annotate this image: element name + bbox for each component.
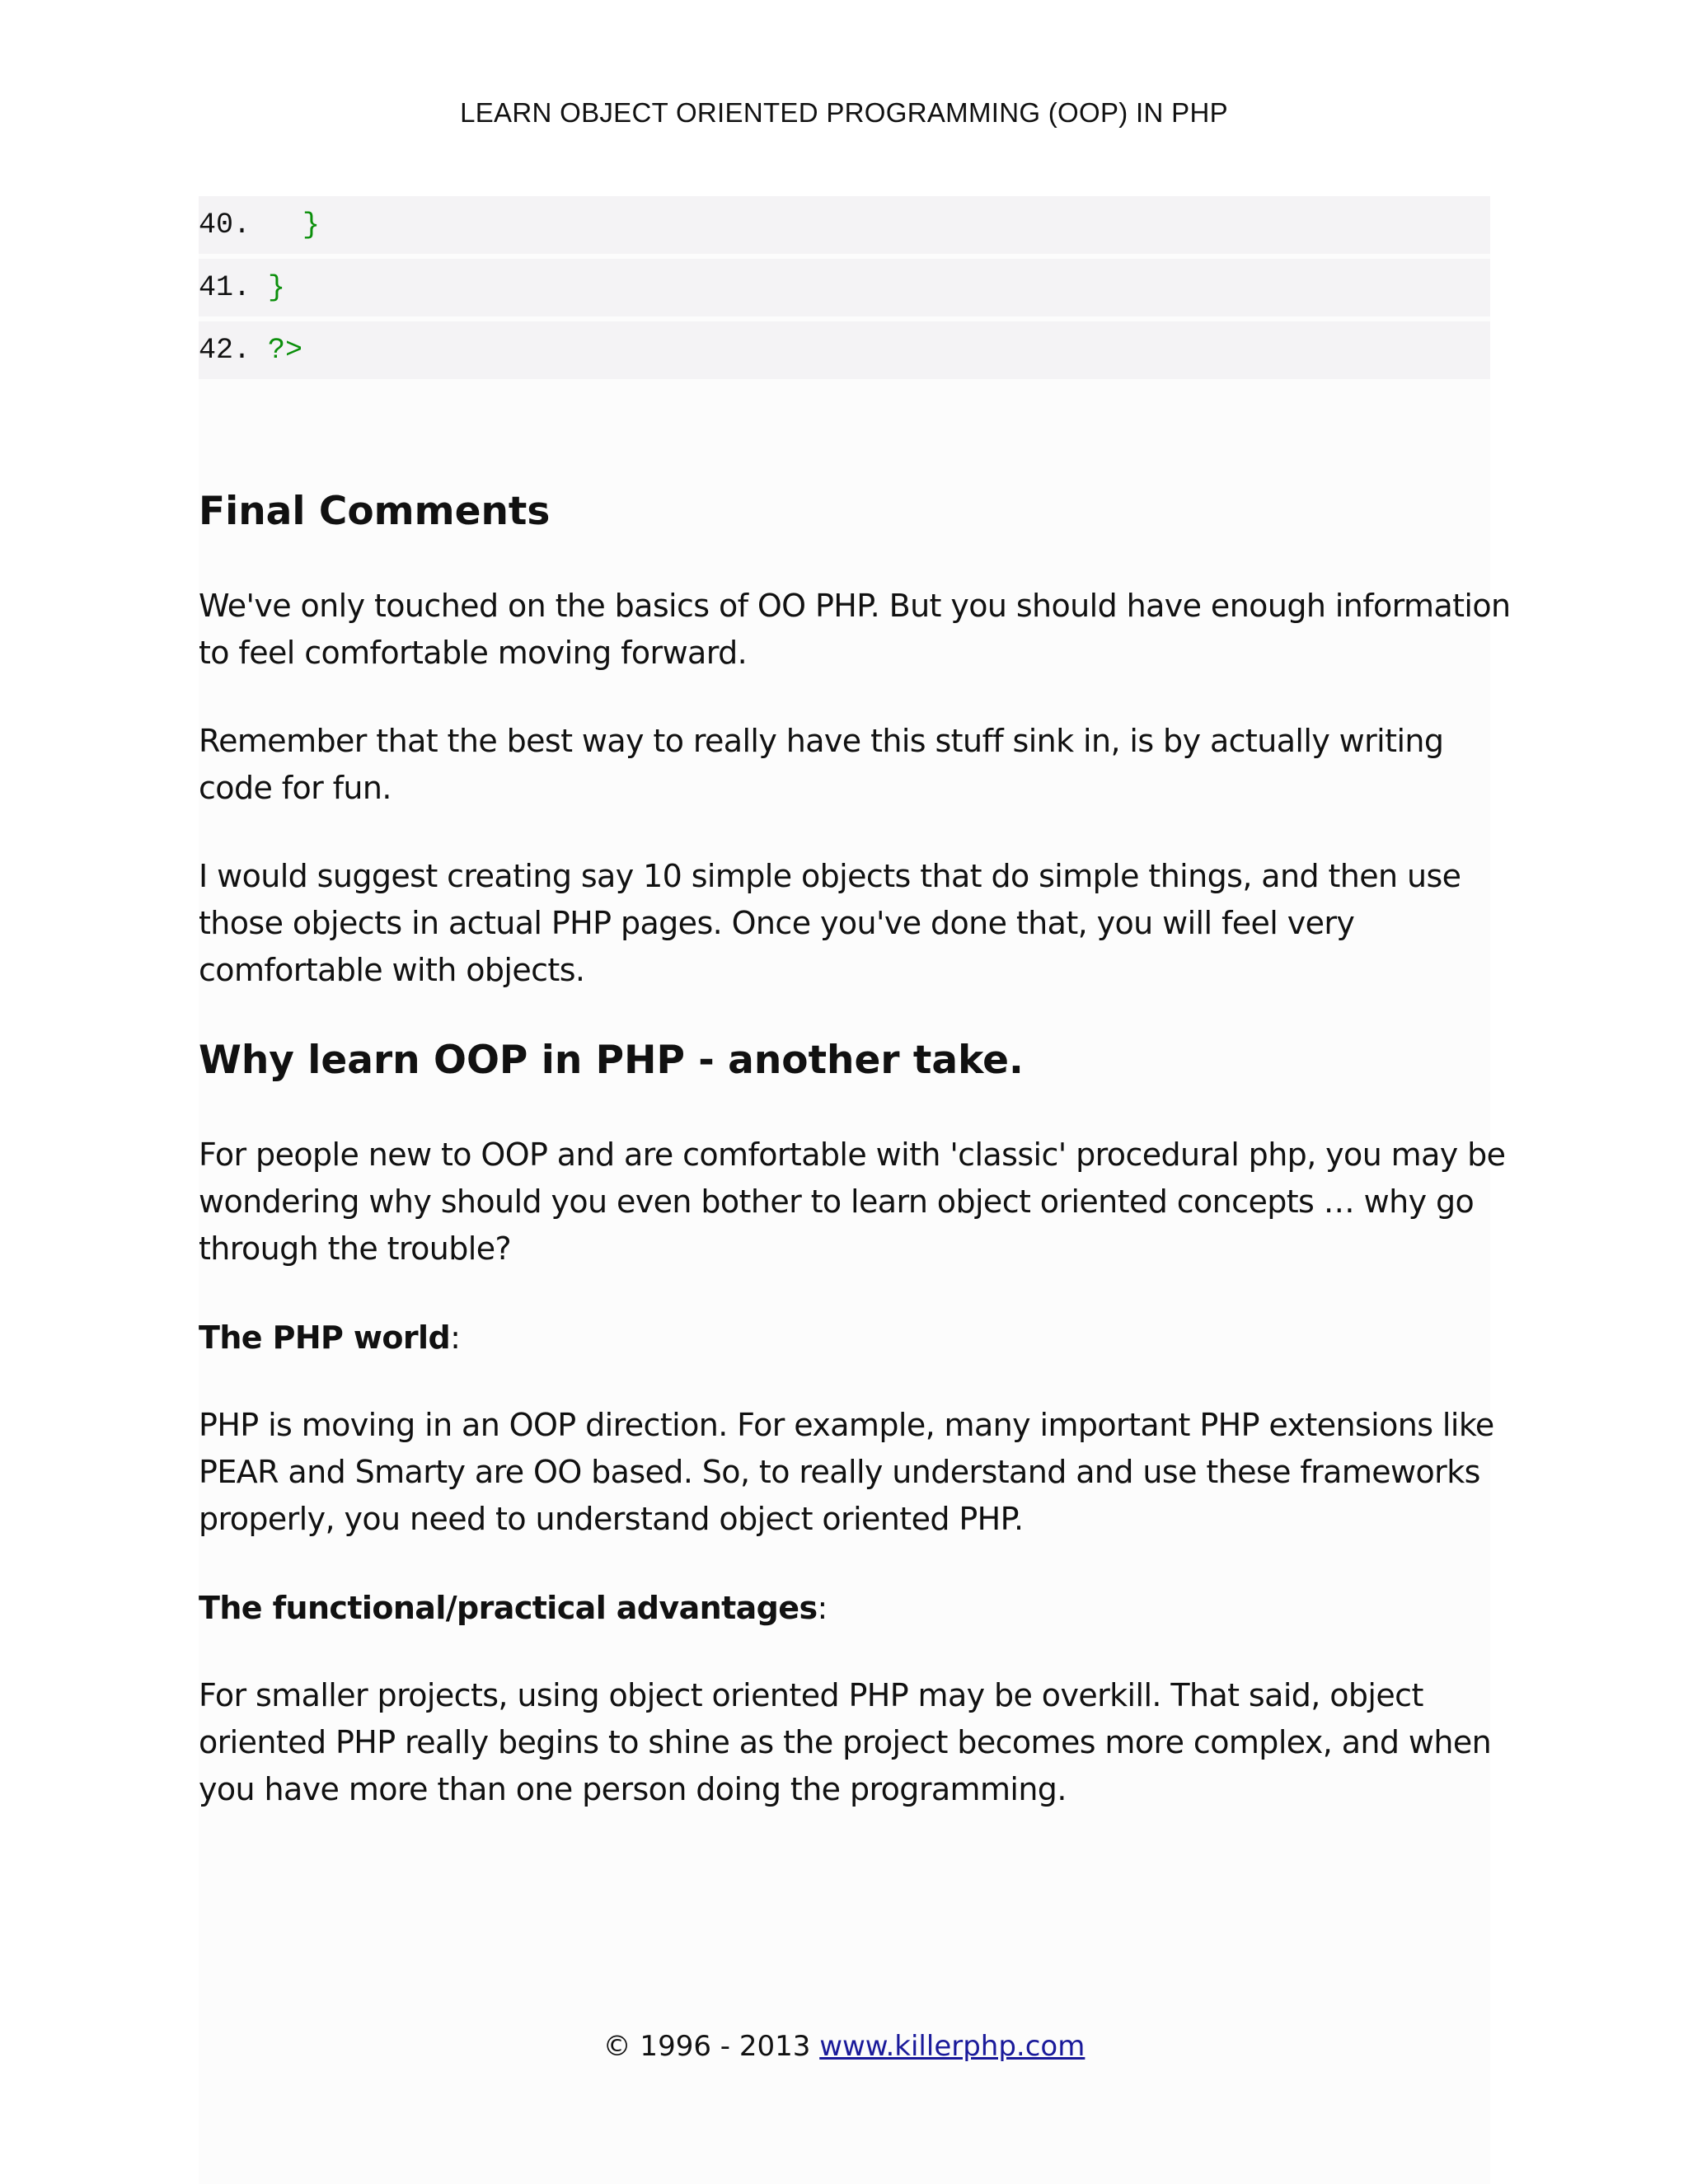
line-number: 41.: [199, 271, 251, 304]
running-header: LEARN OBJECT ORIENTED PROGRAMMING (OOP) IN PHP: [460, 97, 1228, 128]
line-number: 40.: [199, 209, 251, 241]
code-line: [199, 259, 1490, 316]
website-link[interactable]: www.killerphp.com: [819, 2030, 1085, 2063]
why-learn-oop-heading: Why learn OOP in PHP - another take.: [199, 1038, 1024, 1083]
code-line: [199, 321, 1490, 379]
php-world-subheading: The PHP world:: [199, 1319, 461, 1356]
final-comments-paragraph-1: We've only touched on the basics of OO PHP. But you should have enough information to feel comfortable moving forward.: [199, 588, 1511, 671]
php-world-label: The PHP world: [199, 1319, 451, 1356]
line-number: 42.: [199, 334, 251, 367]
why-learn-intro-paragraph: For people new to OOP and are comfortable with 'classic' procedural php, you may be wondering why should you even bother to learn object oriented concepts … why go through the trouble?: [199, 1137, 1506, 1267]
final-comments-heading: Final Comments: [199, 489, 551, 534]
advantages-paragraph: For smaller projects, using object oriented PHP may be overkill. That said, object oriented PHP really begins to shine as the project becomes more complex, and when you have more than one person doing the programming.: [199, 1677, 1492, 1807]
page-footer: [0, 2023, 1688, 2069]
code-text: }: [268, 209, 321, 241]
final-comments-paragraph-3: I would suggest creating say 10 simple objects that do simple things, and then use those objects in actual PHP pages. Once you've done that, you will feel very comfortable with objects.: [199, 858, 1461, 988]
copyright-text: © 1996 - 2013: [603, 2030, 820, 2063]
final-comments-paragraph-2: Remember that the best way to really have this stuff sink in, is by actually writing code for fun.: [199, 723, 1444, 806]
code-text: ?>: [268, 334, 303, 367]
code-block: [199, 196, 1490, 384]
advantages-label: The functional/practical advantages: [199, 1590, 818, 1626]
code-text: }: [268, 271, 286, 304]
php-world-paragraph: PHP is moving in an OOP direction. For example, many important PHP extensions like PEAR and Smarty are OO based. So, to really understand and use these frameworks properly, you need to understand object oriented PHP.: [199, 1407, 1494, 1537]
advantages-subheading: The functional/practical advantages:: [199, 1590, 828, 1626]
code-line: [199, 196, 1490, 254]
